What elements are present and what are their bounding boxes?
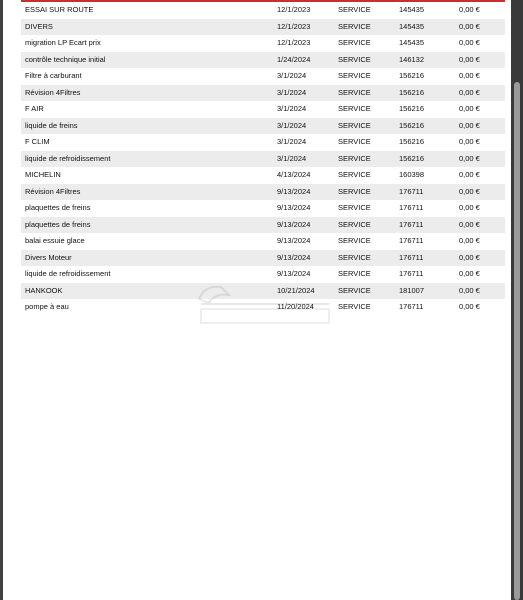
row-type: SERVICE bbox=[338, 71, 371, 80]
row-description: F CLIM bbox=[25, 137, 50, 146]
table-row bbox=[21, 200, 505, 217]
row-amount: 0,00 € bbox=[459, 269, 480, 278]
row-date: 10/21/2024 bbox=[277, 285, 315, 295]
row-date: 3/1/2024 bbox=[277, 104, 307, 113]
row-amount: 0,00 € bbox=[459, 170, 480, 179]
row-type: SERVICE bbox=[338, 186, 371, 196]
row-type: SERVICE bbox=[338, 219, 371, 229]
row-reference: 156216 bbox=[399, 137, 425, 146]
table-row bbox=[21, 52, 505, 69]
row-type: SERVICE bbox=[338, 236, 371, 245]
row-type: SERVICE bbox=[338, 87, 371, 97]
row-date: 12/1/2023 bbox=[277, 5, 311, 14]
row-description: pompe à eau bbox=[25, 302, 69, 311]
document-page bbox=[3, 0, 511, 600]
row-amount: 0,00 € bbox=[459, 38, 480, 47]
row-date: 3/1/2024 bbox=[277, 71, 307, 80]
row-type: SERVICE bbox=[338, 21, 371, 31]
row-description: DIVERS bbox=[25, 21, 53, 31]
row-reference: 160398 bbox=[399, 170, 425, 179]
row-reference: 146132 bbox=[399, 54, 425, 64]
row-description: Filtre à carburant bbox=[25, 71, 82, 80]
row-date: 12/1/2023 bbox=[277, 21, 311, 31]
row-description: liquide de freins bbox=[25, 120, 78, 130]
row-date: 3/1/2024 bbox=[277, 87, 307, 97]
row-description: contrôle technique initial bbox=[25, 54, 106, 64]
row-description: plaquettes de freins bbox=[25, 203, 91, 212]
row-reference: 156216 bbox=[399, 104, 425, 113]
table-row bbox=[21, 266, 505, 283]
row-description: ESSAI SUR ROUTE bbox=[25, 5, 94, 14]
row-type: SERVICE bbox=[338, 153, 371, 163]
row-type: SERVICE bbox=[338, 203, 371, 212]
row-reference: 156216 bbox=[399, 120, 425, 130]
table-row bbox=[21, 2, 505, 19]
row-reference: 156216 bbox=[399, 71, 425, 80]
row-reference: 176711 bbox=[399, 236, 424, 245]
table-row bbox=[21, 68, 505, 85]
row-reference: 176711 bbox=[399, 252, 424, 262]
row-description: balai essuie glace bbox=[25, 236, 85, 245]
table-row bbox=[21, 151, 505, 168]
row-reference: 176711 bbox=[399, 186, 424, 196]
row-amount: 0,00 € bbox=[459, 5, 480, 14]
table-row bbox=[21, 85, 505, 102]
row-amount: 0,00 € bbox=[459, 203, 480, 212]
row-amount: 0,00 € bbox=[459, 285, 480, 295]
row-date: 1/24/2024 bbox=[277, 54, 311, 64]
table-row bbox=[21, 250, 505, 267]
row-date: 3/1/2024 bbox=[277, 137, 307, 146]
row-date: 9/13/2024 bbox=[277, 236, 311, 245]
table-row bbox=[21, 283, 505, 300]
row-amount: 0,00 € bbox=[459, 186, 480, 196]
row-reference: 156216 bbox=[399, 87, 425, 97]
row-type: SERVICE bbox=[338, 269, 371, 278]
row-description: liquide de refroidissement bbox=[25, 153, 111, 163]
table-row bbox=[21, 101, 505, 118]
row-date: 9/13/2024 bbox=[277, 203, 311, 212]
row-reference: 176711 bbox=[399, 219, 424, 229]
row-type: SERVICE bbox=[338, 120, 371, 130]
row-description: plaquettes de freins bbox=[25, 219, 91, 229]
row-reference: 156216 bbox=[399, 153, 425, 163]
vertical-scrollbar[interactable] bbox=[511, 0, 523, 600]
table-row bbox=[21, 134, 505, 151]
table-row bbox=[21, 118, 505, 135]
table-row bbox=[21, 35, 505, 52]
row-description: F AIR bbox=[25, 104, 44, 113]
row-amount: 0,00 € bbox=[459, 87, 480, 97]
row-date: 11/20/2024 bbox=[277, 302, 314, 311]
row-type: SERVICE bbox=[338, 54, 371, 64]
row-type: SERVICE bbox=[338, 104, 371, 113]
row-amount: 0,00 € bbox=[459, 252, 480, 262]
row-description: migration LP Ecart prix bbox=[25, 38, 101, 47]
row-type: SERVICE bbox=[338, 252, 371, 262]
row-type: SERVICE bbox=[338, 5, 371, 14]
table-row bbox=[21, 299, 505, 316]
row-date: 9/13/2024 bbox=[277, 186, 311, 196]
row-type: SERVICE bbox=[338, 38, 371, 47]
row-reference: 145435 bbox=[399, 21, 425, 31]
row-amount: 0,00 € bbox=[459, 120, 480, 130]
row-date: 12/1/2023 bbox=[277, 38, 311, 47]
row-date: 4/13/2024 bbox=[277, 170, 311, 179]
row-description: Révision 4Filtres bbox=[25, 186, 81, 196]
row-date: 9/13/2024 bbox=[277, 219, 311, 229]
row-amount: 0,00 € bbox=[459, 236, 480, 245]
row-description: Révision 4Filtres bbox=[25, 87, 81, 97]
row-type: SERVICE bbox=[338, 137, 371, 146]
row-description: HANKOOK bbox=[25, 285, 63, 295]
row-description: MICHELIN bbox=[25, 170, 61, 179]
row-reference: 176711 bbox=[399, 203, 424, 212]
table-row bbox=[21, 184, 505, 201]
table-row bbox=[21, 19, 505, 36]
table-row bbox=[21, 217, 505, 234]
row-amount: 0,00 € bbox=[459, 153, 480, 163]
scrollbar-thumb[interactable] bbox=[514, 82, 520, 600]
table-row bbox=[21, 233, 505, 250]
row-date: 9/13/2024 bbox=[277, 252, 311, 262]
row-description: Divers Moteur bbox=[25, 252, 72, 262]
row-reference: 176711 bbox=[399, 269, 424, 278]
row-amount: 0,00 € bbox=[459, 219, 480, 229]
row-amount: 0,00 € bbox=[459, 137, 480, 146]
row-amount: 0,00 € bbox=[459, 302, 480, 311]
table-row bbox=[21, 167, 505, 184]
row-reference: 145435 bbox=[399, 38, 425, 47]
row-type: SERVICE bbox=[338, 170, 371, 179]
row-amount: 0,00 € bbox=[459, 54, 480, 64]
row-date: 3/1/2024 bbox=[277, 153, 307, 163]
row-reference: 176711 bbox=[399, 302, 424, 311]
row-amount: 0,00 € bbox=[459, 21, 480, 31]
row-amount: 0,00 € bbox=[459, 71, 480, 80]
service-history-table bbox=[21, 2, 505, 316]
row-date: 3/1/2024 bbox=[277, 120, 307, 130]
row-reference: 145435 bbox=[399, 5, 425, 14]
row-type: SERVICE bbox=[338, 285, 371, 295]
row-amount: 0,00 € bbox=[459, 104, 480, 113]
row-description: liquide de refroidissement bbox=[25, 269, 111, 278]
row-date: 9/13/2024 bbox=[277, 269, 311, 278]
row-reference: 181007 bbox=[399, 285, 425, 295]
row-type: SERVICE bbox=[338, 302, 371, 311]
